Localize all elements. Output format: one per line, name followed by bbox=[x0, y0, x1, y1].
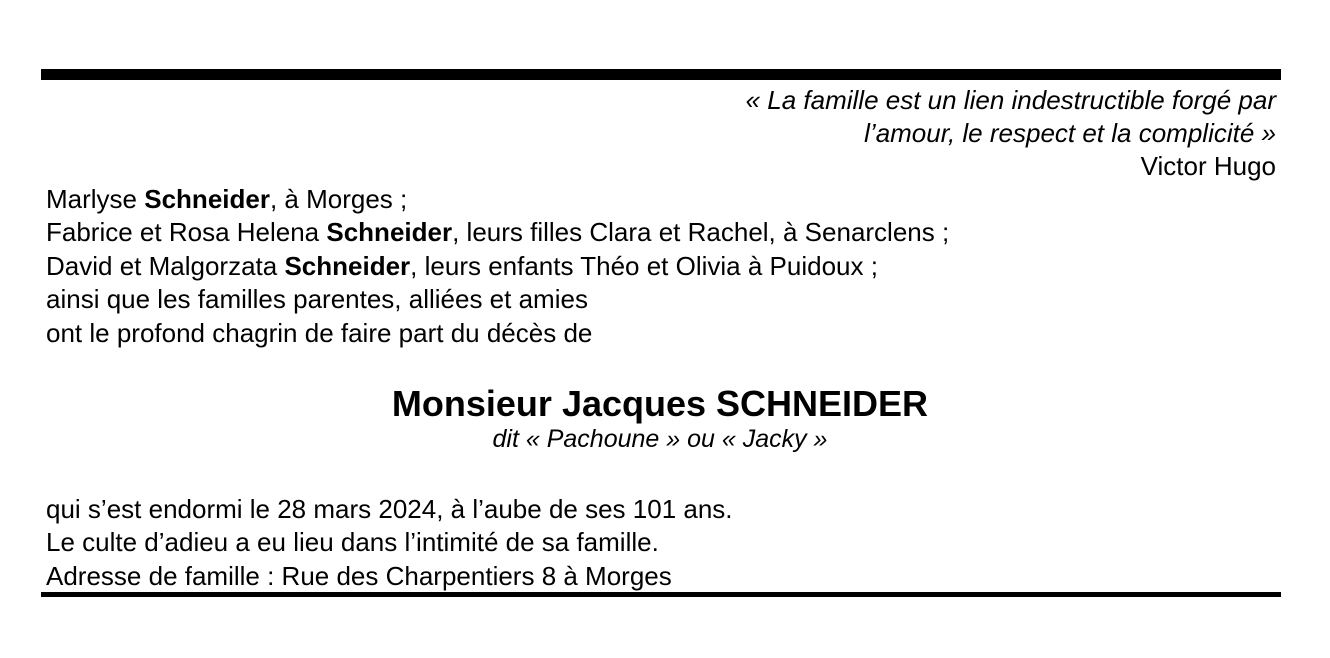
deceased-heading bbox=[0, 381, 1320, 454]
details-line-3: Adresse de famille : Rue des Charpentiers 8 à Morges bbox=[46, 560, 672, 591]
family-line-1 bbox=[46, 183, 1246, 216]
family-line-2-place: , leurs filles Clara et Rachel, à Senarclens ; bbox=[452, 217, 950, 248]
family-line-1-place: , à Morges ; bbox=[269, 184, 408, 214]
family-line-4: ainsi que les familles parentes, alliées et amies bbox=[46, 284, 588, 315]
death-details bbox=[46, 493, 1246, 593]
family-line-5: ont le profond chagrin de faire part du décès de bbox=[46, 317, 593, 348]
family-line-1-names: Marlyse bbox=[46, 184, 145, 214]
details-line-1: qui s’est endormi le 28 mars 2024, à l’aube de ses 101 ans. bbox=[46, 494, 733, 524]
deceased-nickname: dit « Pachoune » ou « Jacky » bbox=[492, 425, 828, 453]
quote-author: Victor Hugo bbox=[1140, 151, 1276, 181]
family-line-1-surname: Schneider bbox=[144, 184, 270, 214]
family-line-3 bbox=[46, 250, 1246, 283]
top-border-rule bbox=[41, 69, 1281, 80]
quote-line-2: l’amour, le respect et la complicité » bbox=[864, 118, 1276, 148]
epigraph-quote bbox=[476, 84, 1276, 183]
quote-line-1: « La famille est un lien indestructible forgé par bbox=[745, 85, 1276, 115]
family-line-3-names: David et Malgorzata bbox=[46, 250, 285, 281]
family-line-2-surname: Schneider bbox=[326, 217, 453, 248]
deceased-name: Monsieur Jacques SCHNEIDER bbox=[391, 383, 929, 424]
family-line-2 bbox=[46, 216, 1246, 249]
family-line-3-place: , leurs enfants Théo et Olivia à Puidoux ; bbox=[410, 250, 878, 281]
bottom-border-rule bbox=[41, 592, 1281, 597]
family-line-3-surname: Schneider bbox=[284, 250, 411, 281]
family-announcement bbox=[46, 183, 1246, 350]
details-line-2: Le culte d’adieu a eu lieu dans l’intimité de sa famille. bbox=[46, 527, 659, 558]
family-line-2-names: Fabrice et Rosa Helena bbox=[46, 217, 327, 248]
